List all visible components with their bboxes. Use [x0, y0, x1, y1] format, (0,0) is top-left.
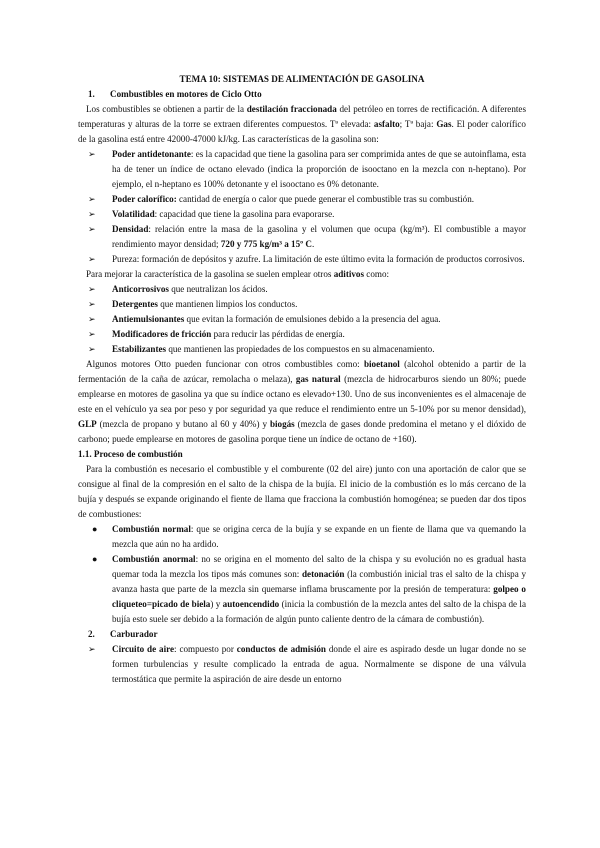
alt-fuels-paragraph: Algunos motores Otto pueden funcionar con otros combustibles como: bioetanol (alcohol obtenido a partir de la fermentación de la caña de azúcar, remolacha o melaza), gas natural (mezcla de hidrocarburos siendo un 80%; puede emplearse en motores de gasolina ya que su índice octano es elevado+130. Uno de sus inconvenientes es el almacenaje de este en el vehículo ya sea por peso y por seguridad ya que reduce el rendimiento entre un 5-10% por su menor densidad), GLP (mezcla de propano y butano al 60 y 40%) y biogás (mezcla de gases donde predomina el metano y el dióxido de carbono; puede emplearse en motores de gasolina porque tiene un índice de octano de +160).: [78, 359, 526, 444]
section-title: Carburador: [110, 629, 158, 639]
page-title: TEMA 10: SISTEMAS DE ALIMENTACIÓN DE GASOLINA: [179, 74, 425, 84]
section-heading-1: [78, 87, 526, 102]
intro-paragraph: Los combustibles se obtienen a partir de la destilación fraccionada del petróleo en torres de rectificación. A diferentes temperaturas y alturas de la torre se extraen diferentes compuestos. Tª elevada: asfalto; Tª baja: Gas. El poder calorífico de la gasolina está entre 42000-47000 kJ/kg. Las características de la gasolina son:: [78, 104, 526, 144]
list-item: ➢ Antiemulsionantes que evitan la formación de emulsiones debido a la presencia del agua.: [78, 312, 526, 327]
arrow-bullet-icon: ➢: [88, 224, 96, 234]
list-item: ➢ Circuito de aire: compuesto por conductos de admisión donde el aire es aspirado desde un lugar donde no se formen turbulencias y resulte complicado la entrada de agua. Normalmente se dispone de una válvula termostática que permite la aspiración de aire desde un entorno: [88, 644, 526, 684]
arrow-bullet-icon: ➢: [88, 254, 96, 264]
arrow-bullet-icon: ➢: [88, 209, 96, 219]
section-heading-1-1: 1.1. Proceso de combustión: [78, 449, 183, 459]
list-item: ➢ Volatilidad: capacidad que tiene la gasolina para evaporarse.: [78, 207, 526, 222]
list-item: ➢ Anticorrosivos que neutralizan los ácidos.: [78, 282, 526, 297]
section-number: 2.: [88, 629, 95, 639]
arrow-bullet-icon: ➢: [88, 314, 96, 324]
arrow-bullet-icon: ➢: [88, 299, 96, 309]
arrow-bullet-icon: ➢: [88, 344, 96, 354]
list-item: ➢ Poder antidetonante: es la capacidad que tiene la gasolina para ser comprimida antes de que se autoinflama, esta ha de tener un índice de octano elevado (indica la proporción de isooctano en la mezcla con n-heptano). Por ejemplo, el n-heptano es 100% detonante y el isooctano es 0% detonante.: [88, 149, 526, 189]
list-item: ➢ Detergentes que mantienen limpios los conductos.: [78, 297, 526, 312]
list-item: ● Combustión anormal: no se origina en el momento del salto de la chispa y su evolución no es gradual hasta quemar toda la mezcla los tipos más comunes son: detonación (la combustión inicial tras el salto de la chispa y avanza hasta que parte de la mezcla sin quemarse inflama bruscamente por la presión de temperatura: golpeo o cliqueteo=picado de biela) y autoencendido (inicia la combustión de la mezcla antes del salto de la chispa de la bujía esto suele ser debido a la formación de algún punto caliente dentro de la cámara de combustión).: [92, 554, 527, 624]
document-page: [78, 72, 526, 687]
section-title: Combustibles en motores de Ciclo Otto: [110, 89, 262, 99]
arrow-bullet-icon: ➢: [88, 329, 96, 339]
arrow-bullet-icon: ➢: [88, 194, 96, 204]
arrow-bullet-icon: ➢: [88, 284, 96, 294]
list-item: ➢ Densidad: relación entre la masa de la gasolina y el volumen que ocupa (kg/m³). El combustible a mayor rendimiento mayor densidad; 720 y 775 kg/m³ a 15º C.: [88, 224, 526, 249]
list-item: ➢ Modificadores de fricción para reducir las pérdidas de energía.: [78, 327, 526, 342]
arrow-bullet-icon: ➢: [88, 149, 96, 159]
section-number: 1.: [88, 89, 95, 99]
dot-bullet-icon: ●: [92, 524, 98, 534]
list-item: ➢ Poder calorífico: cantidad de energía o calor que puede generar el combustible tras su combustión.: [78, 192, 526, 207]
list-item: ● Combustión normal: que se origina cerca de la bujía y se expande en un fiente de llama que va quemando la mezcla que aún no ha ardido.: [92, 524, 526, 549]
arrow-bullet-icon: ➢: [88, 644, 96, 654]
additives-paragraph: Para mejorar la característica de la gasolina se suelen emplear otros aditivos como:: [86, 269, 390, 279]
list-item: ➢ Pureza: formación de depósitos y azufre. La limitación de este último evita la formación de productos corrosivos.: [78, 252, 526, 267]
section-heading-2: [78, 627, 526, 642]
list-item: ➢ Estabilizantes que mantienen las propiedades de los compuestos en su almacenamiento.: [78, 342, 526, 357]
dot-bullet-icon: ●: [92, 554, 98, 564]
combustion-paragraph: Para la combustión es necesario el combustible y el comburente (02 del aire) junto con una aportación de calor que se consigue al final de la compresión en el salto de la chispa de la bujía. El inicio de la combustión es lo más cercano de la bujía y después se expande originando el fiente de llama que fracciona la combustión homogénea; se pueden dar dos tipos de combustiones:: [78, 464, 526, 519]
